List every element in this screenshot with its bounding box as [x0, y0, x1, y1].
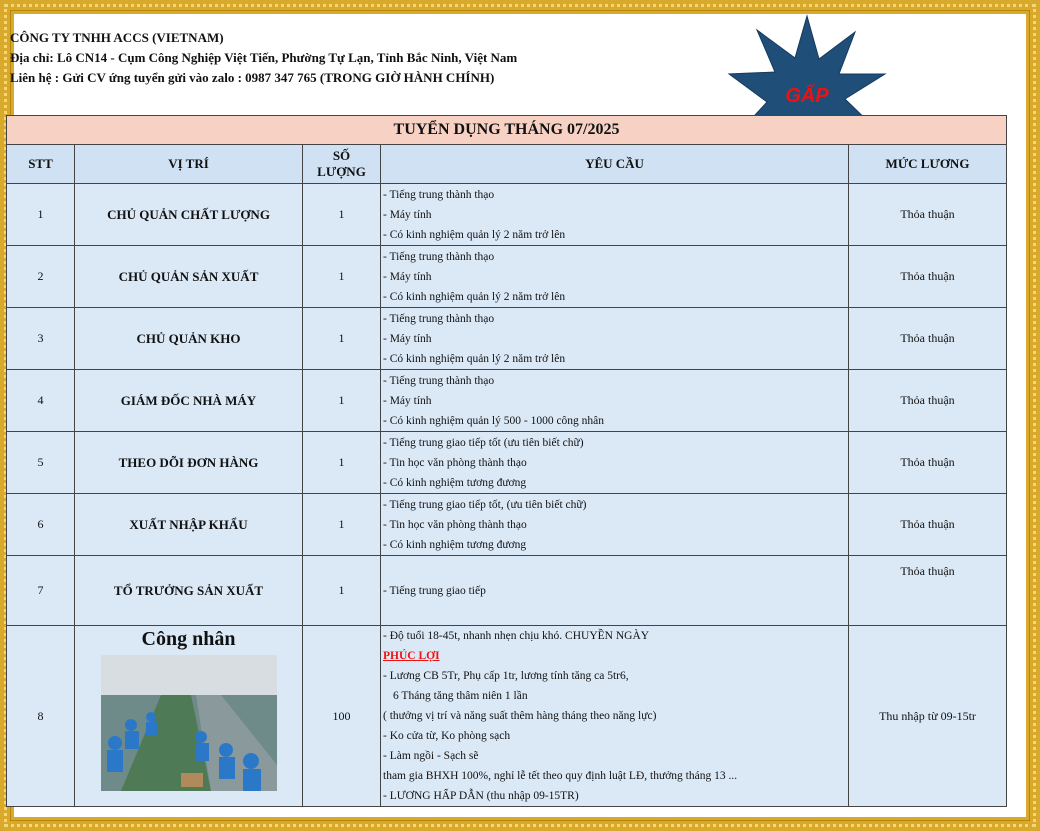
row-requirements [381, 556, 849, 626]
row-position: THEO DÕI ĐƠN HÀNG [75, 432, 303, 494]
header-qty [303, 145, 381, 184]
row-position-worker [75, 626, 303, 807]
requirement-line: - Tiếng trung thành thạo [383, 374, 495, 387]
factory-workers-photo [101, 655, 277, 791]
row-qty: 1 [303, 308, 381, 370]
row-qty: 1 [303, 432, 381, 494]
row-salary: Thỏa thuận [849, 308, 1007, 370]
row-requirements [381, 184, 849, 246]
table-row [7, 494, 1007, 556]
table-title: TUYỂN DỤNG THÁNG 07/2025 [7, 116, 1007, 145]
row-position: CHỦ QUẢN SẢN XUẤT [75, 246, 303, 308]
row-qty: 1 [303, 370, 381, 432]
row-stt: 4 [7, 370, 75, 432]
requirement-line: - Có kinh nghiệm quản lý 2 năm trở lên [383, 290, 566, 303]
benefit-line: - Ko cửa từ, Ko phòng sạch [383, 730, 511, 742]
table-row [7, 184, 1007, 246]
requirement-line: - Máy tính [383, 208, 432, 221]
benefit-line: - Lương CB 5Tr, Phụ cấp 1tr, lương tính tăng ca 5tr6, [383, 670, 629, 682]
table-row-worker [7, 626, 1007, 807]
row-position: CHỦ QUẢN CHẤT LƯỢNG [75, 184, 303, 246]
row-stt: 5 [7, 432, 75, 494]
requirement-line: - Tiếng trung giao tiếp tốt (ưu tiên biết chữ) [383, 436, 584, 449]
requirement-line: - Máy tính [383, 394, 432, 407]
recruitment-table [6, 115, 1007, 807]
benefit-line: tham gia BHXH 100%, nghỉ lễ tết theo quy định luật LĐ, thưởng tháng 13 ... [383, 770, 738, 782]
requirement-line: - Có kinh nghiệm tương đương [383, 476, 527, 489]
row-stt: 8 [7, 626, 75, 807]
requirement-line: - Tiếng trung giao tiếp [383, 584, 486, 597]
requirement-line: - Tiếng trung thành thạo [383, 312, 495, 325]
requirement-line: - Máy tính [383, 332, 432, 345]
row-qty: 1 [303, 556, 381, 626]
benefit-line: 6 Tháng tăng thâm niên 1 lần [393, 690, 528, 702]
table-row [7, 556, 1007, 626]
urgent-label: GẤP [785, 85, 829, 107]
row-stt: 3 [7, 308, 75, 370]
row-stt: 1 [7, 184, 75, 246]
requirement-line: - Tin học văn phòng thành thạo [383, 456, 527, 469]
factory-scene-icon [101, 655, 277, 791]
row-requirements [381, 494, 849, 556]
company-contact: Liên hệ : Gửi CV ứng tuyển gửi vào zalo : 0987 347 765 (TRONG GIỜ HÀNH CHÍNH) [10, 70, 495, 85]
table-row [7, 432, 1007, 494]
row-salary: Thỏa thuận [849, 184, 1007, 246]
requirement-line: - Có kinh nghiệm quản lý 2 năm trở lên [383, 228, 566, 241]
requirement-line: - Máy tính [383, 270, 432, 283]
table-row [7, 246, 1007, 308]
row-requirements [381, 308, 849, 370]
row-position: GIÁM ĐỐC NHÀ MÁY [75, 370, 303, 432]
requirement-line: - Tiếng trung giao tiếp tốt, (ưu tiên biết chữ) [383, 498, 587, 511]
requirement-line: - Độ tuổi 18-45t, nhanh nhẹn chịu khó. CHUYỀN NGÀY [383, 630, 650, 642]
row-salary: Thỏa thuận [849, 556, 1007, 626]
benefit-line: ( thưởng vị trí và năng suất thêm hàng tháng theo năng lực) [383, 710, 657, 722]
row-position: XUẤT NHẬP KHẨU [75, 494, 303, 556]
row-salary: Thỏa thuận [849, 370, 1007, 432]
row-stt: 2 [7, 246, 75, 308]
benefit-line: - Làm ngồi - Sạch sẽ [383, 750, 479, 762]
benefit-line: - LƯƠNG HẤP DẪN (thu nhập 09-15TR) [383, 790, 579, 802]
company-name: CÔNG TY TNHH ACCS (VIETNAM) [10, 30, 224, 45]
table-row [7, 308, 1007, 370]
row-stt: 7 [7, 556, 75, 626]
requirement-line: - Có kinh nghiệm tương đương [383, 538, 527, 551]
row-salary: Thỏa thuận [849, 432, 1007, 494]
row-salary: Thu nhập từ 09-15tr [849, 626, 1007, 807]
requirement-line: - Có kinh nghiệm quản lý 500 - 1000 công nhân [383, 414, 605, 427]
row-requirements [381, 246, 849, 308]
company-header [10, 28, 517, 88]
row-salary: Thỏa thuận [849, 246, 1007, 308]
requirement-line: - Tiếng trung thành thạo [383, 250, 495, 263]
row-stt: 6 [7, 494, 75, 556]
header-requirements: YÊU CẦU [381, 145, 849, 184]
requirement-line: - Tiếng trung thành thạo [383, 188, 495, 201]
row-requirements [381, 432, 849, 494]
header-position: VỊ TRÍ [75, 145, 303, 184]
row-qty: 1 [303, 246, 381, 308]
header-qty-line2: LƯỢNG [317, 164, 366, 179]
benefit-title: PHÚC LỢI [383, 650, 440, 662]
row-position: CHỦ QUẢN KHO [75, 308, 303, 370]
header-salary: MỨC LƯƠNG [849, 145, 1007, 184]
table-title-row [7, 116, 1007, 145]
row-requirements [381, 626, 849, 807]
row-qty: 1 [303, 184, 381, 246]
header-stt: STT [7, 145, 75, 184]
row-requirements [381, 370, 849, 432]
header-qty-line1: SỐ [332, 148, 351, 163]
table-row [7, 370, 1007, 432]
row-salary: Thỏa thuận [849, 494, 1007, 556]
row-qty: 1 [303, 494, 381, 556]
requirement-line: - Có kinh nghiệm quản lý 2 năm trở lên [383, 352, 566, 365]
worker-title: Công nhân [141, 628, 236, 650]
table-header-row [7, 145, 1007, 184]
row-qty: 100 [303, 626, 381, 807]
row-position: TỔ TRƯỞNG SẢN XUẤT [75, 556, 303, 626]
requirement-line: - Tin học văn phòng thành thạo [383, 518, 527, 531]
company-address: Địa chỉ: Lô CN14 - Cụm Công Nghiệp Việt Tiến, Phường Tự Lạn, Tỉnh Bắc Ninh, Việt Nam [10, 50, 518, 65]
